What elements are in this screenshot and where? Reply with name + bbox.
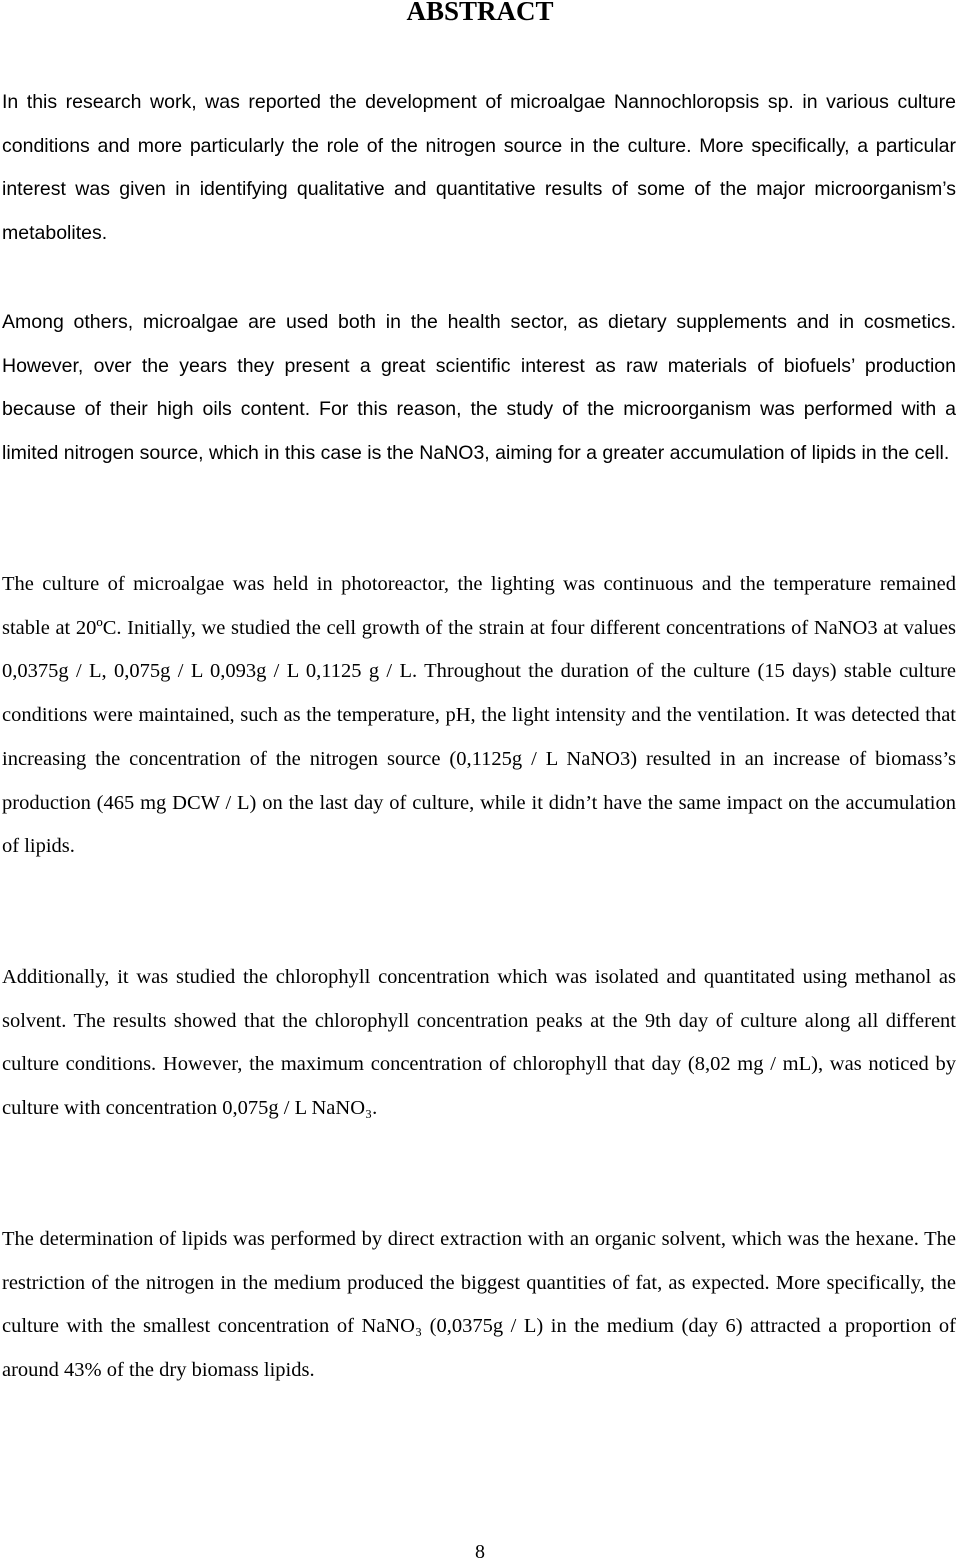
paragraph-chlorophyll: Additionally, it was studied the chlorophyll concentration which was isolated and quantitated using methanol as solvent. The results showed that the chlorophyll concentration peaks at the 9th day of culture along all different culture conditions. However, the maximum concentration of chlorophyll that day (8,02 mg / mL), was noticed by culture with concentration 0,075g / L NaNO₃. <box>2 966 956 1120</box>
abstract-heading: ABSTRACT <box>406 0 554 26</box>
paragraph-culture-conditions: The culture of microalgae was held in photoreactor, the lighting was continuous and the temperature remained stable at 20ºC. Initially, we studied the cell growth of the strain at four different concentrations of NaNO3 at values 0,0375g / L, 0,075g / L 0,093g / L 0,1125 g / L. Throughout the duration of the culture (15 days) stable culture conditions were maintained, such as the temperature, pH, the light intensity and the ventilation. It was detected that increasing the concentration of the nitrogen source (0,1125g / L NaNO3) resulted in an increase of biomass’s production (465 mg DCW / L) on the last day of culture, while it didn’t have the same impact on the accumulation of lipids. <box>2 573 956 858</box>
page-number: 8 <box>475 1541 485 1563</box>
paragraph-introduction: In this research work, was reported the development of microalgae Nannochloropsis sp. in various culture conditions and more particularly the role of the nitrogen source in the culture. More specifically, a particular interest was given in identifying qualitative and quantitative results of some of the major microorganism’s metabolites. <box>2 91 956 245</box>
paragraph-lipids: The determination of lipids was performed by direct extraction with an organic solvent, which was the hexane. The restriction of the nitrogen in the medium produced the biggest quantities of fat, as expected. More specifically, the culture with the smallest concentration of NaNO₃ (0,0375g / L) in the medium (day 6) attracted a proportion of around 43% of the dry biomass lipids. <box>2 1228 956 1382</box>
paragraph-applications: Among others, microalgae are used both in the health sector, as dietary supplements and in cosmetics. However, over the years they present a great scientific interest as raw materials of biofuels’ production because of their high oils content. For this reason, the study of the microorganism was performed with a limited nitrogen source, which in this case is the NaNO3, aiming for a greater accumulation of lipids in the cell. <box>2 311 956 465</box>
